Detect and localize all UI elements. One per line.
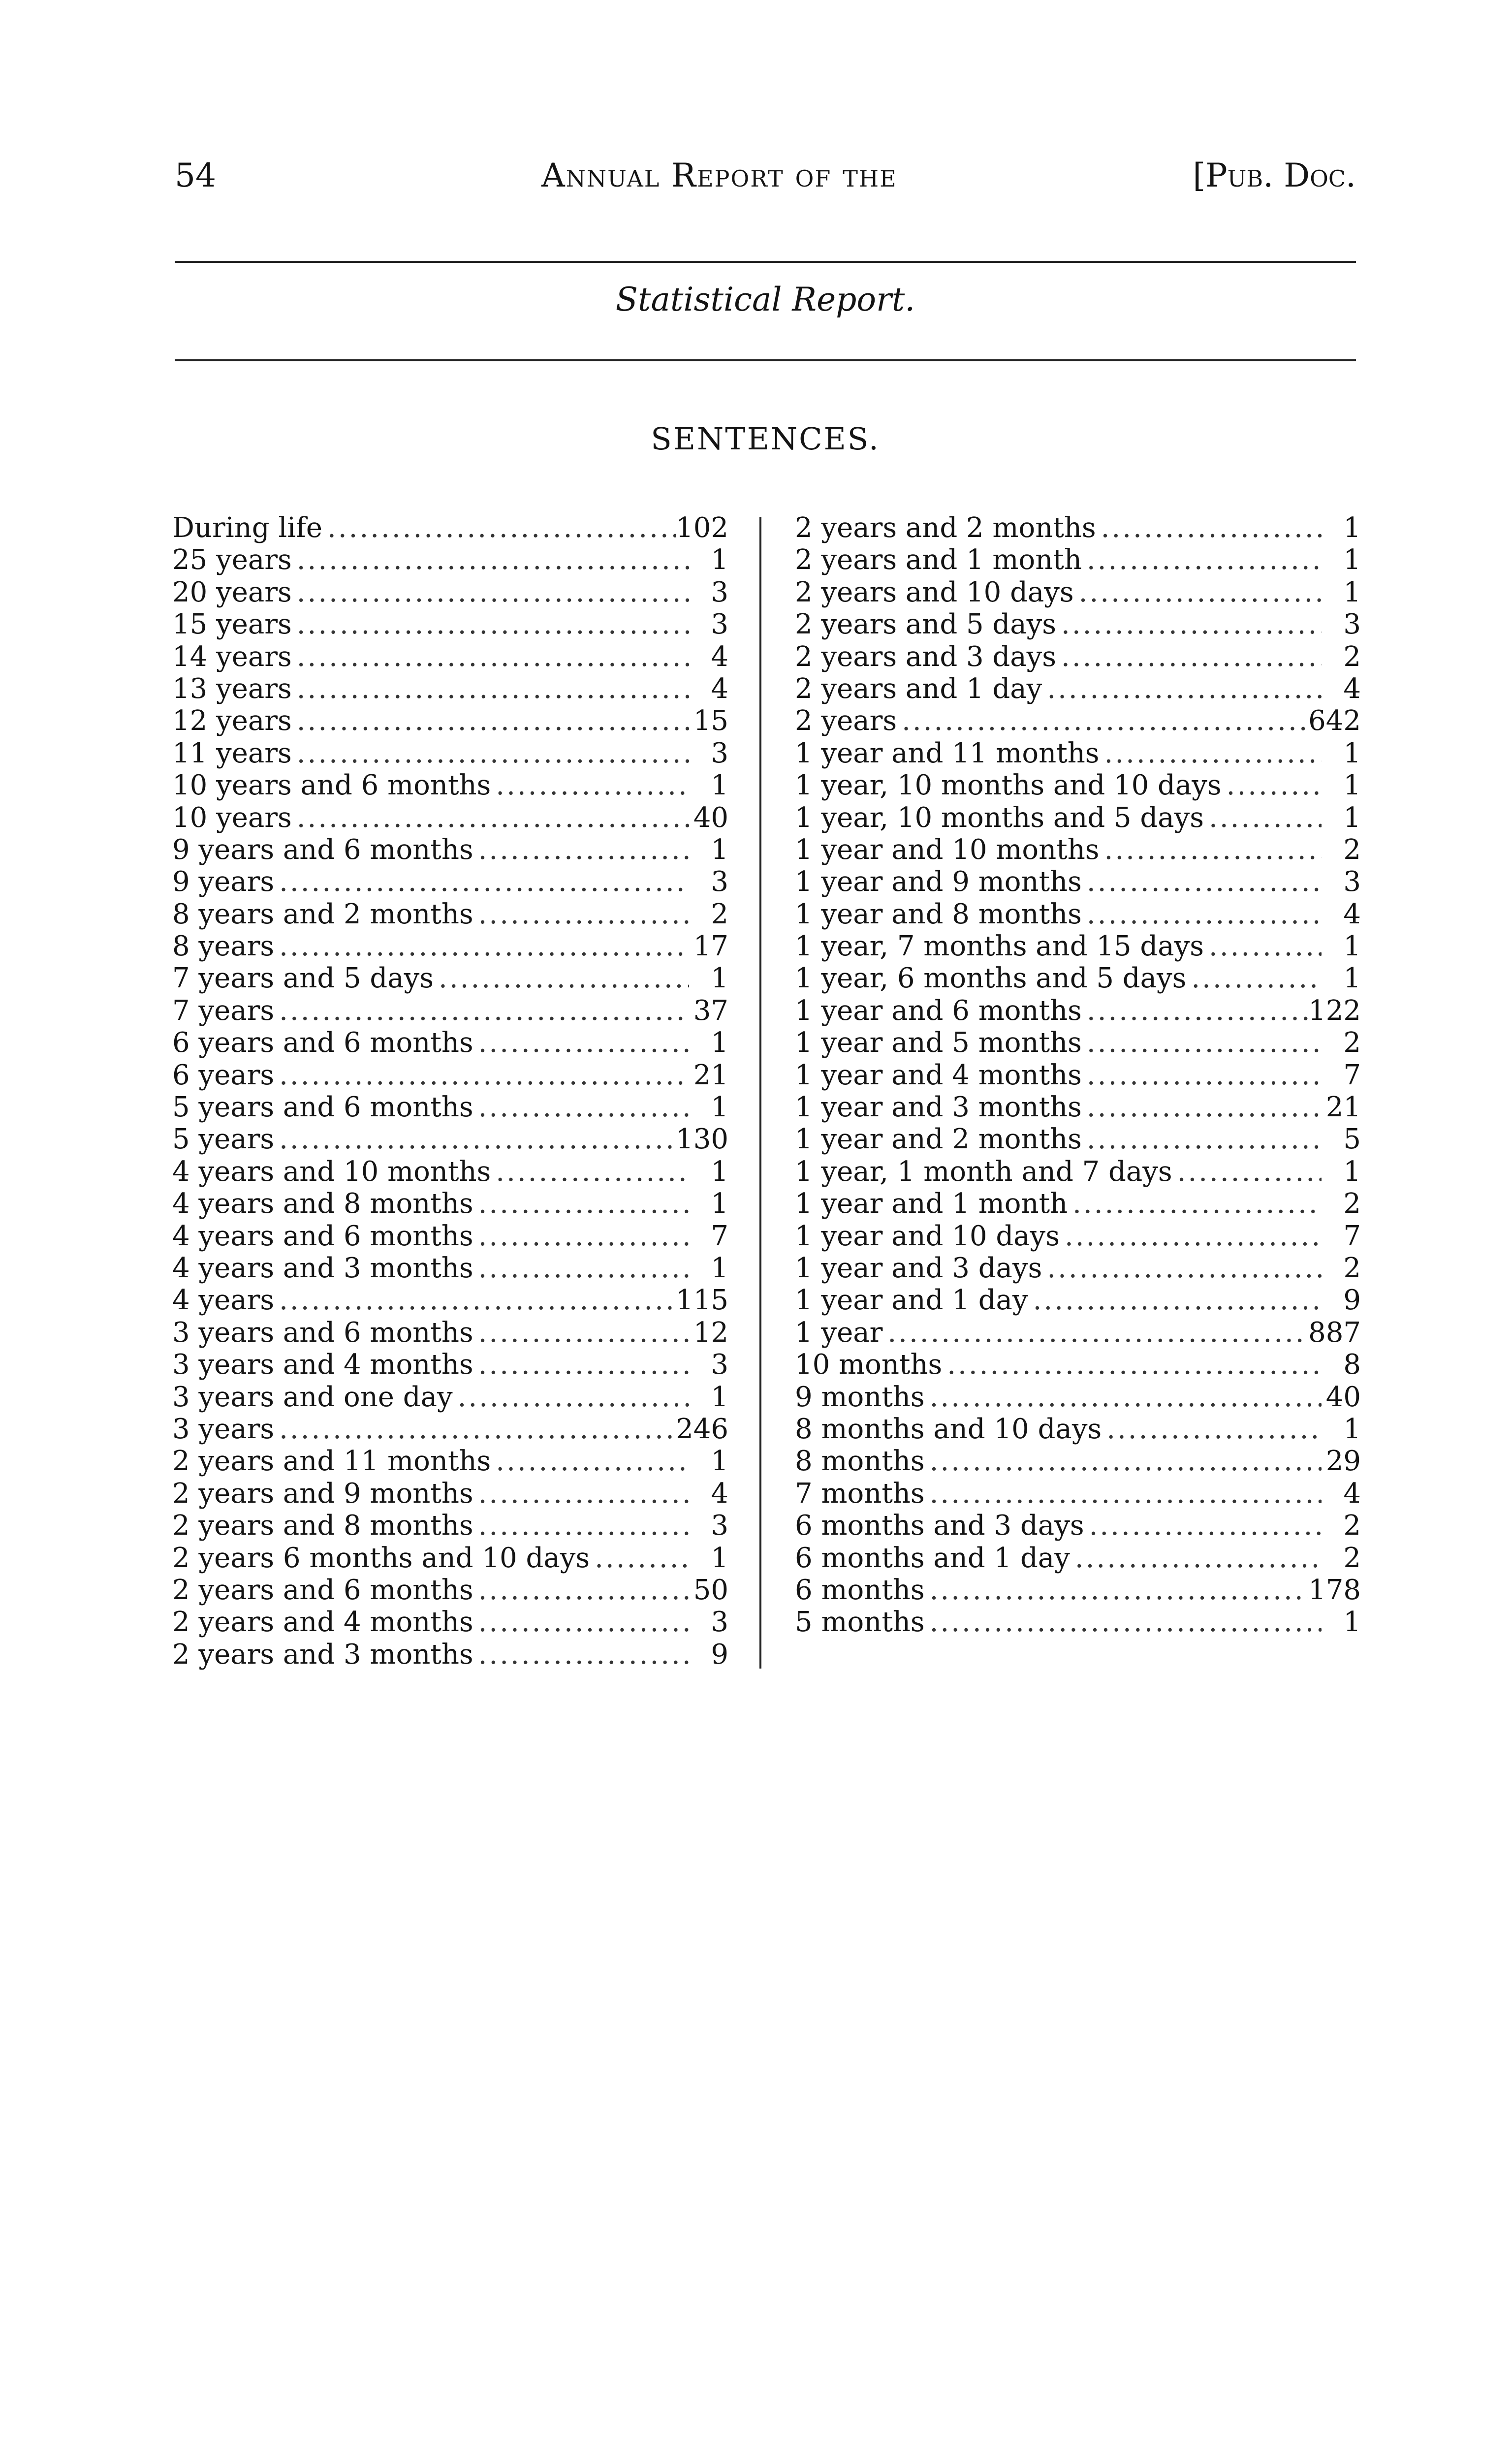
dot-leader bbox=[1042, 1252, 1322, 1284]
dot-leader bbox=[925, 1381, 1322, 1413]
sentence-count: 4 bbox=[711, 672, 728, 705]
running-title: Annual Report of the bbox=[541, 157, 897, 194]
sentence-count: 1 bbox=[711, 1027, 728, 1059]
sentence-row bbox=[795, 1252, 1361, 1284]
sentence-term: 14 years bbox=[172, 640, 292, 673]
sentence-row bbox=[172, 802, 728, 834]
dot-leader bbox=[434, 962, 689, 994]
section-title: SENTENCES. bbox=[651, 421, 880, 457]
sentence-count: 29 bbox=[1325, 1445, 1361, 1478]
sentence-row bbox=[795, 1606, 1361, 1638]
sentence-count: 1 bbox=[1343, 930, 1361, 963]
dot-leader bbox=[292, 802, 689, 834]
report-subtitle: Statistical Report. bbox=[615, 281, 915, 318]
sentence-row bbox=[172, 930, 728, 962]
sentence-row bbox=[172, 995, 728, 1027]
sentence-count: 9 bbox=[1343, 1284, 1361, 1317]
sentence-count: 1 bbox=[711, 833, 728, 866]
sentence-count: 1 bbox=[1343, 769, 1361, 802]
sentence-row bbox=[795, 802, 1361, 834]
sentence-row bbox=[795, 1188, 1361, 1220]
dot-leader bbox=[1084, 1510, 1322, 1542]
sentence-term: 1 year, 7 months and 15 days bbox=[795, 930, 1204, 963]
sentence-count: 12 bbox=[693, 1316, 728, 1349]
dot-leader bbox=[473, 834, 689, 866]
sentence-count: 3 bbox=[1343, 608, 1361, 641]
sentence-term: 1 year and 3 months bbox=[795, 1091, 1082, 1124]
dot-leader bbox=[292, 544, 689, 576]
sentence-term: 10 years bbox=[172, 801, 292, 834]
sentences-left-column bbox=[172, 512, 728, 1671]
sentence-count: 50 bbox=[693, 1574, 728, 1606]
sentence-count: 1 bbox=[1343, 1155, 1361, 1188]
dot-leader bbox=[473, 1220, 689, 1252]
dot-leader bbox=[882, 1317, 1308, 1349]
sentence-row bbox=[172, 1188, 728, 1220]
sentence-count: 2 bbox=[1343, 640, 1361, 673]
dot-leader bbox=[1060, 1220, 1322, 1252]
sentence-count: 2 bbox=[1343, 1027, 1361, 1059]
header-rule-top bbox=[175, 261, 1356, 263]
sentence-count: 3 bbox=[711, 737, 728, 769]
sentence-count: 7 bbox=[1343, 1059, 1361, 1091]
sentence-term: 1 year and 8 months bbox=[795, 898, 1082, 930]
sentence-row bbox=[795, 608, 1361, 640]
sentence-count: 4 bbox=[711, 640, 728, 673]
sentence-term: 5 years bbox=[172, 1123, 275, 1156]
page-number: 54 bbox=[175, 157, 216, 194]
sentence-term: 1 year and 9 months bbox=[795, 866, 1082, 898]
sentence-row bbox=[172, 769, 728, 801]
dot-leader bbox=[473, 1252, 689, 1284]
sentence-row bbox=[795, 1027, 1361, 1059]
sentence-term: 4 years bbox=[172, 1284, 275, 1317]
sentence-term: 8 months bbox=[795, 1445, 925, 1478]
dot-leader bbox=[292, 673, 689, 705]
sentence-row bbox=[172, 1284, 728, 1316]
dot-leader bbox=[292, 576, 689, 608]
sentence-row bbox=[795, 1091, 1361, 1123]
dot-leader bbox=[1056, 608, 1322, 640]
sentence-row bbox=[172, 576, 728, 608]
sentence-count: 1 bbox=[1343, 576, 1361, 608]
sentence-count: 4 bbox=[1343, 672, 1361, 705]
sentence-row bbox=[795, 962, 1361, 994]
dot-leader bbox=[473, 1091, 689, 1123]
dot-leader bbox=[1082, 1027, 1322, 1059]
sentence-term: 3 years and 6 months bbox=[172, 1316, 473, 1349]
sentence-count: 178 bbox=[1308, 1574, 1361, 1606]
sentence-row bbox=[172, 1349, 728, 1381]
sentence-count: 2 bbox=[1343, 1252, 1361, 1284]
sentence-row bbox=[172, 1413, 728, 1445]
sentence-row bbox=[795, 1349, 1361, 1381]
sentence-row bbox=[172, 737, 728, 769]
sentence-row bbox=[172, 1445, 728, 1477]
dot-leader bbox=[925, 1574, 1308, 1606]
sentence-term: 1 year, 1 month and 7 days bbox=[795, 1155, 1172, 1188]
sentence-count: 3 bbox=[1343, 866, 1361, 898]
sentence-row bbox=[795, 1445, 1361, 1477]
sentence-term: 2 years and 2 months bbox=[795, 512, 1096, 544]
header-rule-bottom bbox=[175, 359, 1356, 361]
sentence-count: 115 bbox=[676, 1284, 728, 1317]
sentence-count: 4 bbox=[711, 1477, 728, 1510]
sentence-term: 1 year and 6 months bbox=[795, 994, 1082, 1027]
dot-leader bbox=[1056, 641, 1322, 673]
sentence-row bbox=[172, 1606, 728, 1638]
sentence-row bbox=[795, 1059, 1361, 1091]
sentence-term: 3 years and one day bbox=[172, 1381, 453, 1413]
dot-leader bbox=[274, 1059, 689, 1091]
sentence-term: 1 year and 3 days bbox=[795, 1252, 1042, 1284]
sentence-term: 4 years and 8 months bbox=[172, 1188, 473, 1220]
sentence-count: 2 bbox=[1343, 1188, 1361, 1220]
sentence-count: 3 bbox=[711, 1510, 728, 1542]
sentence-term: 6 years and 6 months bbox=[172, 1027, 473, 1059]
dot-leader bbox=[473, 1639, 689, 1671]
sentence-count: 1 bbox=[711, 1252, 728, 1284]
dot-leader bbox=[1082, 1059, 1322, 1091]
sentence-count: 1 bbox=[1343, 1413, 1361, 1445]
sentence-row bbox=[172, 1252, 728, 1284]
sentence-count: 887 bbox=[1308, 1316, 1361, 1349]
sentence-row bbox=[172, 1317, 728, 1349]
sentence-count: 3 bbox=[711, 576, 728, 608]
dot-leader bbox=[491, 1445, 689, 1477]
dot-leader bbox=[897, 705, 1308, 737]
sentence-count: 3 bbox=[711, 866, 728, 898]
sentence-count: 1 bbox=[1343, 512, 1361, 544]
sentence-term: 2 years and 5 days bbox=[795, 608, 1057, 641]
dot-leader bbox=[1222, 769, 1322, 801]
sentence-count: 1 bbox=[1343, 1606, 1361, 1639]
sentence-term: 2 years 6 months and 10 days bbox=[172, 1542, 590, 1574]
sentence-row bbox=[795, 769, 1361, 801]
dot-leader bbox=[1204, 802, 1322, 834]
dot-leader bbox=[292, 737, 689, 769]
sentence-row bbox=[172, 673, 728, 705]
dot-leader bbox=[925, 1478, 1322, 1510]
sentence-term: 2 years and 3 months bbox=[172, 1638, 473, 1671]
sentence-row bbox=[172, 1156, 728, 1188]
sentence-count: 8 bbox=[1343, 1349, 1361, 1381]
sentence-count: 40 bbox=[1325, 1381, 1361, 1413]
sentence-term: 6 months and 1 day bbox=[795, 1542, 1070, 1574]
sentence-term: 2 years bbox=[795, 705, 897, 737]
sentence-term: 3 years bbox=[172, 1413, 275, 1445]
sentence-row bbox=[172, 1381, 728, 1413]
sentence-row bbox=[172, 1510, 728, 1542]
dot-leader bbox=[473, 1349, 689, 1381]
sentence-count: 7 bbox=[711, 1220, 728, 1252]
dot-leader bbox=[925, 1445, 1322, 1477]
sentence-term: 2 years and 3 days bbox=[795, 640, 1057, 673]
sentence-row bbox=[795, 1220, 1361, 1252]
sentence-row bbox=[795, 1156, 1361, 1188]
dot-leader bbox=[274, 995, 689, 1027]
sentence-row bbox=[172, 1220, 728, 1252]
dot-leader bbox=[473, 1188, 689, 1220]
sentence-term: 1 year and 2 months bbox=[795, 1123, 1082, 1156]
sentence-count: 1 bbox=[711, 1091, 728, 1124]
sentence-row bbox=[795, 673, 1361, 705]
sentences-right-column bbox=[795, 512, 1361, 1639]
sentence-count: 2 bbox=[1343, 1510, 1361, 1542]
sentence-row bbox=[172, 834, 728, 866]
sentence-term: 7 months bbox=[795, 1477, 925, 1510]
sentence-term: 2 years and 1 month bbox=[795, 544, 1082, 576]
sentence-term: 2 years and 8 months bbox=[172, 1510, 473, 1542]
sentence-term: 1 year and 11 months bbox=[795, 737, 1100, 769]
sentence-count: 642 bbox=[1308, 705, 1361, 737]
dot-leader bbox=[274, 1284, 676, 1316]
sentence-count: 246 bbox=[676, 1413, 728, 1445]
sentence-count: 2 bbox=[1343, 833, 1361, 866]
sentence-term: 25 years bbox=[172, 544, 292, 576]
sentence-count: 1 bbox=[711, 769, 728, 802]
sentence-term: 11 years bbox=[172, 737, 292, 769]
sentence-term: 15 years bbox=[172, 608, 292, 641]
sentence-count: 3 bbox=[711, 1349, 728, 1381]
sentence-row bbox=[795, 544, 1361, 576]
sentence-term: During life bbox=[172, 512, 323, 544]
sentence-term: 1 year, 10 months and 5 days bbox=[795, 801, 1204, 834]
sentence-term: 6 years bbox=[172, 1059, 275, 1091]
sentence-term: 8 years bbox=[172, 930, 275, 963]
dot-leader bbox=[1102, 1413, 1322, 1445]
sentence-row bbox=[795, 737, 1361, 769]
sentence-count: 1 bbox=[711, 1542, 728, 1574]
sentence-row bbox=[172, 512, 728, 544]
dot-leader bbox=[1082, 1091, 1322, 1123]
sentence-count: 1 bbox=[711, 544, 728, 576]
dot-leader bbox=[453, 1381, 689, 1413]
sentence-row bbox=[795, 834, 1361, 866]
sentence-count: 21 bbox=[693, 1059, 728, 1091]
sentence-term: 5 years and 6 months bbox=[172, 1091, 473, 1124]
dot-leader bbox=[322, 512, 676, 544]
dot-leader bbox=[274, 1123, 676, 1155]
sentence-count: 7 bbox=[1343, 1220, 1361, 1252]
sentence-row bbox=[795, 1574, 1361, 1606]
sentence-row bbox=[795, 1381, 1361, 1413]
sentence-count: 15 bbox=[693, 705, 728, 737]
dot-leader bbox=[1082, 995, 1308, 1027]
dot-leader bbox=[1100, 834, 1322, 866]
sentence-row bbox=[172, 962, 728, 994]
sentence-term: 2 years and 6 months bbox=[172, 1574, 473, 1606]
sentence-term: 1 year, 6 months and 5 days bbox=[795, 962, 1187, 995]
dot-leader bbox=[473, 898, 689, 930]
sentence-term: 4 years and 6 months bbox=[172, 1220, 473, 1252]
sentence-count: 1 bbox=[711, 1381, 728, 1413]
sentence-term: 20 years bbox=[172, 576, 292, 608]
dot-leader bbox=[473, 1317, 689, 1349]
sentence-row bbox=[795, 1284, 1361, 1316]
sentence-count: 3 bbox=[711, 1606, 728, 1639]
dot-leader bbox=[491, 1156, 689, 1188]
dot-leader bbox=[1096, 512, 1322, 544]
sentence-term: 13 years bbox=[172, 672, 292, 705]
sentence-count: 4 bbox=[1343, 898, 1361, 930]
sentence-row bbox=[172, 1542, 728, 1574]
sentence-term: 2 years and 9 months bbox=[172, 1477, 473, 1510]
dot-leader bbox=[1068, 1188, 1322, 1220]
sentence-term: 1 year bbox=[795, 1316, 883, 1349]
sentence-count: 4 bbox=[1343, 1477, 1361, 1510]
sentence-term: 7 years bbox=[172, 994, 275, 1027]
dot-leader bbox=[473, 1510, 689, 1542]
dot-leader bbox=[942, 1349, 1322, 1381]
sentence-count: 1 bbox=[711, 1155, 728, 1188]
sentence-row bbox=[795, 576, 1361, 608]
sentence-row bbox=[172, 1639, 728, 1671]
page-header bbox=[175, 157, 1356, 211]
dot-leader bbox=[1172, 1156, 1322, 1188]
sentence-row bbox=[172, 1059, 728, 1091]
sentence-row bbox=[795, 1123, 1361, 1155]
sentence-term: 8 years and 2 months bbox=[172, 898, 473, 930]
sentence-row bbox=[172, 1478, 728, 1510]
dot-leader bbox=[1082, 866, 1322, 898]
dot-leader bbox=[1082, 898, 1322, 930]
sentence-count: 130 bbox=[676, 1123, 728, 1156]
sentence-count: 17 bbox=[693, 930, 728, 963]
sentence-term: 3 years and 4 months bbox=[172, 1349, 473, 1381]
sentence-term: 2 years and 4 months bbox=[172, 1606, 473, 1639]
column-divider bbox=[759, 517, 761, 1669]
dot-leader bbox=[473, 1606, 689, 1638]
sentence-row bbox=[795, 930, 1361, 962]
sentence-row bbox=[795, 866, 1361, 898]
sentence-count: 3 bbox=[711, 608, 728, 641]
dot-leader bbox=[473, 1574, 689, 1606]
sentence-row bbox=[795, 1542, 1361, 1574]
sentence-count: 1 bbox=[1343, 801, 1361, 834]
sentence-row bbox=[795, 641, 1361, 673]
dot-leader bbox=[274, 1413, 676, 1445]
sentence-term: 8 months and 10 days bbox=[795, 1413, 1102, 1445]
sentence-term: 1 year and 1 month bbox=[795, 1188, 1068, 1220]
sentence-row bbox=[795, 1478, 1361, 1510]
sentence-term: 10 years and 6 months bbox=[172, 769, 491, 802]
sentence-count: 1 bbox=[1343, 962, 1361, 995]
sentence-count: 1 bbox=[711, 1188, 728, 1220]
dot-leader bbox=[1028, 1284, 1322, 1316]
sentence-count: 2 bbox=[1343, 1542, 1361, 1574]
sentence-count: 2 bbox=[711, 898, 728, 930]
sentence-row bbox=[795, 705, 1361, 737]
sentence-term: 2 years and 10 days bbox=[795, 576, 1074, 608]
sentence-row bbox=[795, 995, 1361, 1027]
sentence-term: 6 months and 3 days bbox=[795, 1510, 1084, 1542]
sentence-term: 1 year and 1 day bbox=[795, 1284, 1028, 1317]
sentence-row bbox=[172, 608, 728, 640]
document-tag: [Pub. Doc. bbox=[1193, 157, 1356, 194]
dot-leader bbox=[1186, 962, 1322, 994]
sentence-term: 1 year, 10 months and 10 days bbox=[795, 769, 1222, 802]
sentence-row bbox=[172, 1574, 728, 1606]
sentence-row bbox=[172, 866, 728, 898]
sentence-row bbox=[172, 1027, 728, 1059]
dot-leader bbox=[292, 641, 689, 673]
sentence-row bbox=[172, 898, 728, 930]
sentence-row bbox=[795, 1317, 1361, 1349]
sentence-count: 37 bbox=[693, 994, 728, 1027]
sentence-row bbox=[172, 1091, 728, 1123]
sentence-count: 1 bbox=[711, 962, 728, 995]
dot-leader bbox=[1070, 1542, 1322, 1574]
sentence-term: 1 year and 10 months bbox=[795, 833, 1100, 866]
sentence-row bbox=[795, 512, 1361, 544]
sentence-term: 10 months bbox=[795, 1349, 943, 1381]
sentence-row bbox=[172, 1123, 728, 1155]
sentence-term: 4 years and 3 months bbox=[172, 1252, 473, 1284]
dot-leader bbox=[1082, 1123, 1322, 1155]
sentence-count: 9 bbox=[711, 1638, 728, 1671]
dot-leader bbox=[1204, 930, 1322, 962]
sentence-term: 4 years and 10 months bbox=[172, 1155, 491, 1188]
sentence-term: 7 years and 5 days bbox=[172, 962, 434, 995]
dot-leader bbox=[274, 930, 689, 962]
sentence-row bbox=[172, 705, 728, 737]
sentence-term: 5 months bbox=[795, 1606, 925, 1639]
sentence-row bbox=[795, 1510, 1361, 1542]
sentence-row bbox=[172, 641, 728, 673]
sentence-term: 12 years bbox=[172, 705, 292, 737]
dot-leader bbox=[1074, 576, 1322, 608]
sentence-term: 2 years and 1 day bbox=[795, 672, 1042, 705]
dot-leader bbox=[590, 1542, 689, 1574]
dot-leader bbox=[1100, 737, 1322, 769]
dot-leader bbox=[274, 866, 689, 898]
sentence-count: 5 bbox=[1343, 1123, 1361, 1156]
sentence-row bbox=[795, 898, 1361, 930]
sentence-count: 1 bbox=[1343, 544, 1361, 576]
sentence-count: 21 bbox=[1325, 1091, 1361, 1124]
sentence-count: 102 bbox=[676, 512, 728, 544]
sentence-count: 40 bbox=[693, 801, 728, 834]
dot-leader bbox=[1042, 673, 1322, 705]
sentence-term: 1 year and 5 months bbox=[795, 1027, 1082, 1059]
sentence-count: 1 bbox=[711, 1445, 728, 1478]
dot-leader bbox=[292, 705, 689, 737]
sentence-term: 1 year and 4 months bbox=[795, 1059, 1082, 1091]
dot-leader bbox=[925, 1606, 1322, 1638]
sentence-count: 1 bbox=[1343, 737, 1361, 769]
dot-leader bbox=[473, 1478, 689, 1510]
sentence-term: 6 months bbox=[795, 1574, 925, 1606]
dot-leader bbox=[1082, 544, 1322, 576]
sentence-term: 1 year and 10 days bbox=[795, 1220, 1060, 1252]
sentence-term: 9 years bbox=[172, 866, 275, 898]
dot-leader bbox=[292, 608, 689, 640]
sentence-row bbox=[795, 1413, 1361, 1445]
sentence-row bbox=[172, 544, 728, 576]
sentence-term: 9 years and 6 months bbox=[172, 833, 473, 866]
sentence-count: 122 bbox=[1308, 994, 1361, 1027]
dot-leader bbox=[491, 769, 689, 801]
dot-leader bbox=[473, 1027, 689, 1059]
sentence-term: 9 months bbox=[795, 1381, 925, 1413]
sentence-term: 2 years and 11 months bbox=[172, 1445, 491, 1478]
